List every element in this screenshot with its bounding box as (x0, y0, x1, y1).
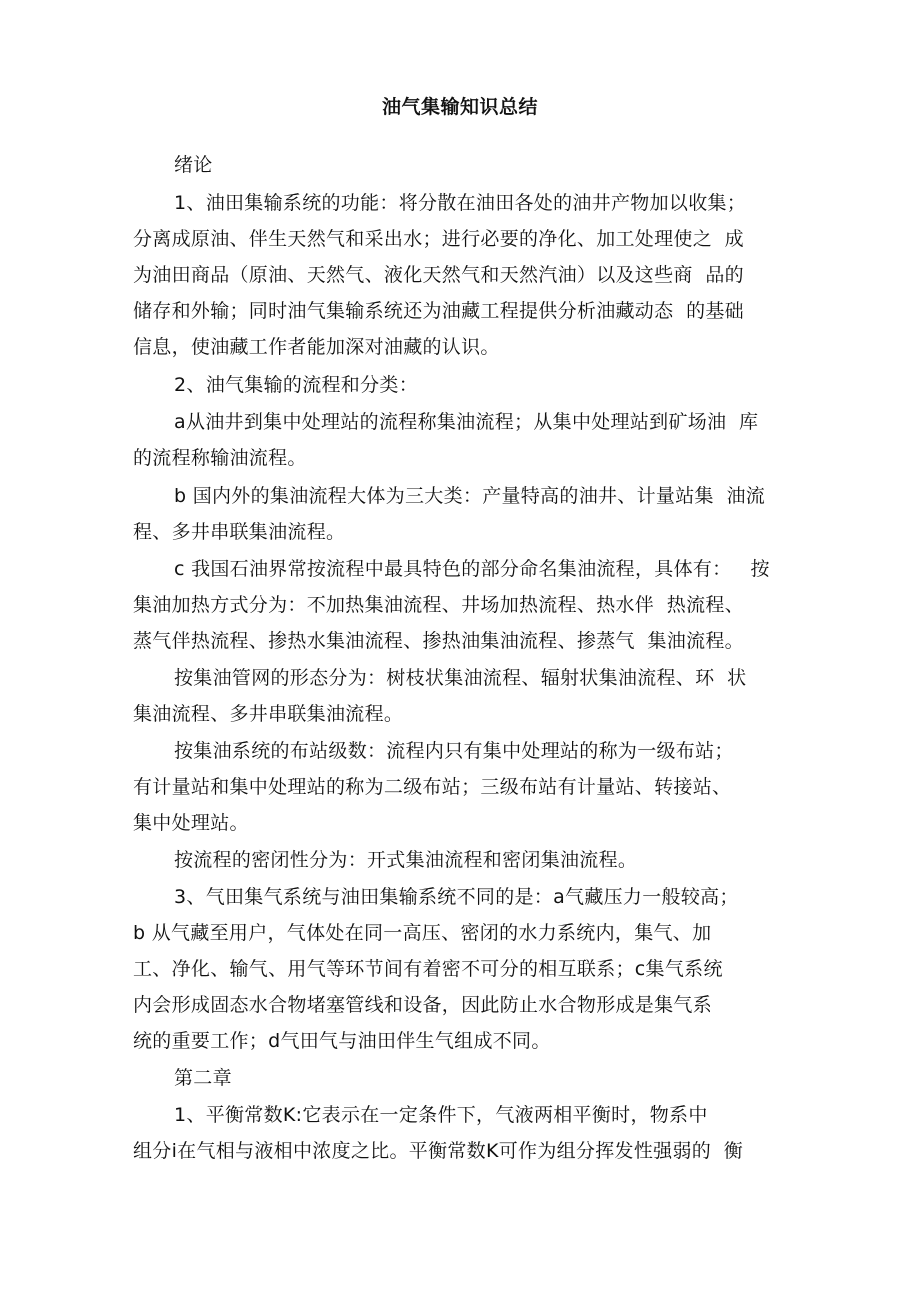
paragraph-line: 程、多井串联集油流程。 (133, 521, 346, 543)
paragraph-line: 统的重要工作；d气田气与油田伴生气组成不同。 (133, 1030, 551, 1052)
paragraph-line: 2、油气集输的流程和分类： (174, 374, 418, 396)
paragraph-line: 1、平衡常数K:它表示在一定条件下，气液两相平衡时，物系中 (174, 1104, 708, 1126)
paragraph-line: 集油流程、多井串联集油流程。 (133, 703, 404, 725)
paragraph-line: 有计量站和集中处理站的称为二级布站；三级布站有计量站、转接站、 (133, 776, 732, 798)
paragraph-line: 集中处理站。 (133, 812, 249, 834)
paragraph-line: 3、气田集气系统与油田集输系统不同的是：a气藏压力一般较高； (174, 886, 739, 908)
paragraph-line: 按流程的密闭性分为：开式集油流程和密闭集油流程。 (174, 849, 638, 871)
heading-chapter-2: 第二章 (174, 1067, 232, 1089)
paragraph-line: 分离成原油、伴生天然气和采出水；进行必要的净化、加工处理使之 成 (133, 228, 744, 250)
paragraph-line: 蒸气伴热流程、掺热水集油流程、掺热油集油流程、掺蒸气 集油流程。 (133, 630, 744, 652)
paragraph-line: a从油井到集中处理站的流程称集油流程；从集中处理站到矿场油 库 (174, 411, 759, 433)
paragraph-line: 信息，使油藏工作者能加深对油藏的认识。 (133, 336, 500, 358)
paragraph-line: 为油田商品（原油、天然气、液化天然气和天然汽油）以及这些商 品的 (133, 264, 744, 286)
paragraph-line: b 从气藏至用户，气体处在同一高压、密闭的水力系统内，集气、加 (133, 922, 712, 944)
heading-intro: 绪论 (174, 154, 213, 176)
document-title: 油气集输知识总结 (381, 96, 538, 118)
paragraph-line: 组分i在气相与液相中浓度之比。平衡常数K可作为组分挥发性强弱的 衡 (133, 1140, 744, 1162)
paragraph-line: c 我国石油界常按流程中最具特色的部分命名集油流程，具体有： 按 (174, 558, 770, 580)
paragraph-line: 内会形成固态水合物堵塞管线和设备，因此防止水合物形成是集气系 (133, 994, 713, 1016)
paragraph-line: 按集油管网的形态分为：树枝状集油流程、辐射状集油流程、环 状 (174, 667, 747, 689)
paragraph-line: 的流程称输油流程。 (133, 447, 307, 469)
paragraph-line: 集油加热方式分为：不加热集油流程、井场加热流程、热水伴 热流程、 (133, 594, 744, 616)
paragraph-line: 1、油田集输系统的功能：将分散在油田各处的油井产物加以收集； (174, 192, 747, 214)
paragraph-line: 储存和外输；同时油气集输系统还为油藏工程提供分析油藏动态 的基础 (133, 300, 744, 322)
paragraph-line: 工、净化、输气、用气等环节间有着密不可分的相互联系；c集气系统 (133, 958, 723, 980)
paragraph-line: b 国内外的集油流程大体为三大类：产量特高的油井、计量站集 油流 (174, 485, 766, 507)
paragraph-line: 按集油系统的布站级数：流程内只有集中处理站的称为一级布站； (174, 740, 734, 762)
